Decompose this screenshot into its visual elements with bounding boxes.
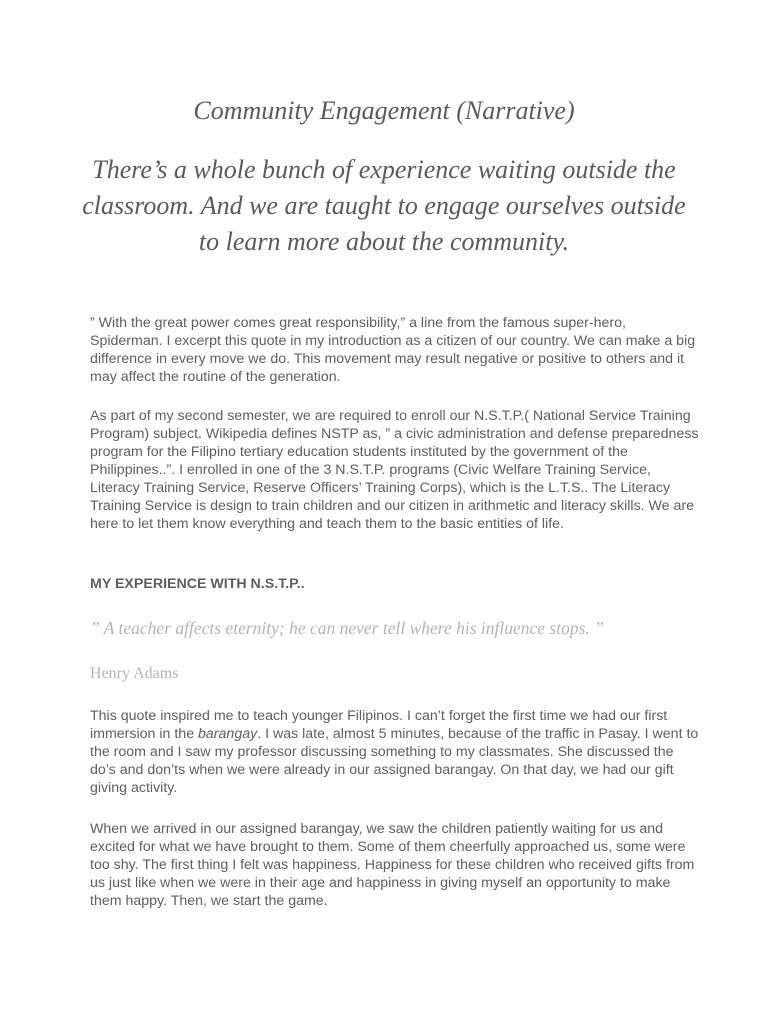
paragraph-immersion-part-2: . I was late, almost 5 minutes, because of the traffic in Pasay. I went to the room and I saw my professor discussing something to my classmates. She discussed the do’s and don’ts when we were already in our assigned barangay. On that day, we had our gift giving activity. <box>90 726 699 796</box>
quote-text: ” A teacher affects eternity; he can never tell where his influence stops. ” <box>90 618 604 638</box>
paragraph-immersion-emphasis: barangay <box>198 726 258 742</box>
paragraph-immersion-part-1: This quote inspired me to teach younger Filipinos. I can’t forget the first time we had our first immersion in the <box>90 708 668 742</box>
paragraph-immersion <box>90 707 700 797</box>
quote-author: Henry Adams <box>90 665 179 682</box>
paragraph-arrival: When we arrived in our assigned barangay, we saw the children patiently waiting for us and excited for what we have brought to them. Some of them cheerfully approached us, some were too shy. The first thing I felt was happiness. Happiness for these children who received gifts from us just like when we were in their age and happiness in giving myself an opportunity to make them happy. Then, we start the game. <box>90 821 695 909</box>
paragraph-intro: ” With the great power comes great responsibility,” a line from the famous super-hero, Spiderman. I excerpt this quote in my introduction as a citizen of our country. We can make a big difference in every move we do. This movement may result negative or positive to others and it may affect the routine of the generation. <box>90 315 696 385</box>
document-title: Community Engagement (Narrative) <box>193 96 575 125</box>
document-subtitle: There’s a whole bunch of experience waiting outside the classroom. And we are taught to engage ourselves outside to learn more about the community. <box>82 155 686 256</box>
paragraph-nstp: As part of my second semester, we are required to enroll our N.S.T.P.( National Service Training Program) subject. Wikipedia defines NSTP as, ” a civic administration and defense preparedness program for the Filipino tertiary education students instituted by the government of the Philippines..”. I enrolled in one of the 3 N.S.T.P. programs (Civic Welfare Training Service, Literacy Training Service, Reserve Officers’ Training Corps), which is the L.T.S.. The Literacy Training Service is design to train children and our citizen in arithmetic and literacy skills. We are here to let them know everything and teach them to the basic entities of life. <box>90 408 699 532</box>
section-heading: MY EXPERIENCE WITH N.S.T.P.. <box>90 576 305 592</box>
